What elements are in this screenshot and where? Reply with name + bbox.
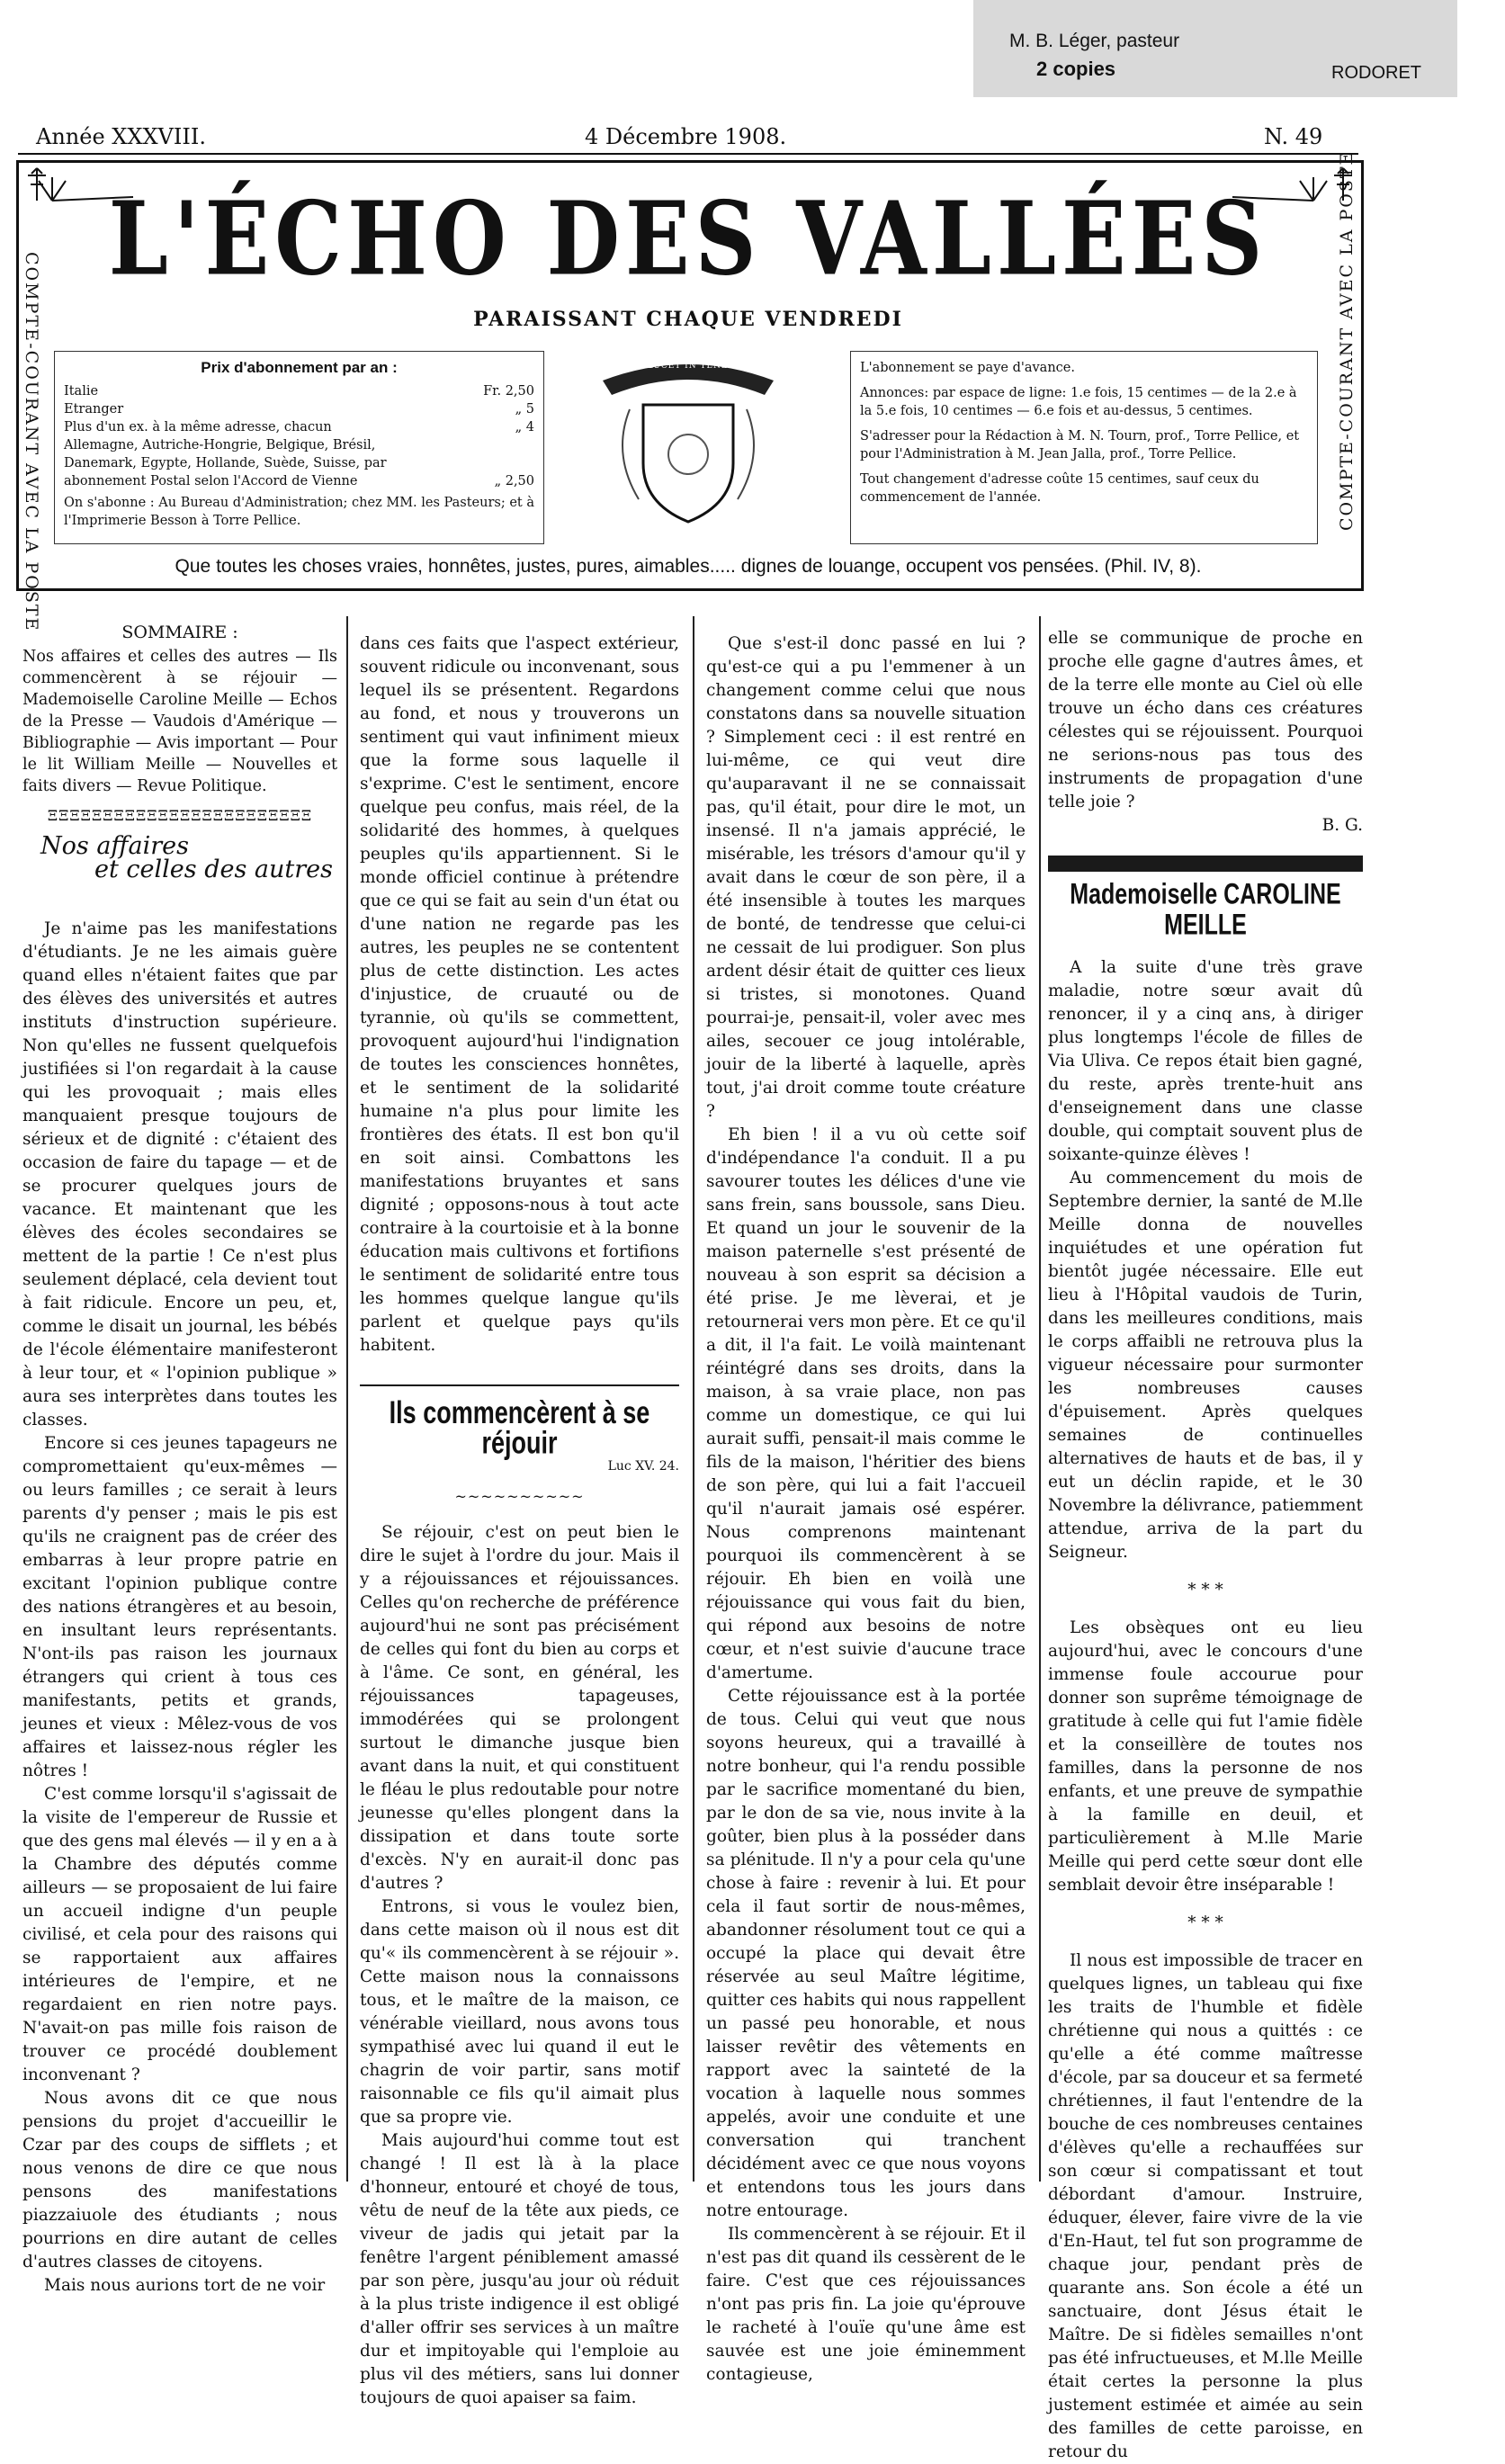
stamp-place: RODORET (1331, 63, 1421, 83)
subscription-prices (54, 351, 544, 544)
price-row (64, 400, 534, 418)
subscription-note: On s'abonne : Au Bureau d'Administration; chez MM. les Pasteurs; et à l'Imprimerie Besson à Torre Pellice. (64, 496, 534, 528)
side-text-right: COMPTE-COURANT AVEC LA POSTE (1337, 150, 1357, 531)
column-rule (693, 616, 694, 2182)
stamp-copies: 2 copies (1036, 58, 1116, 80)
article-paragraph: elle se communique de proche en proche elle gagne d'autres âmes, et de la terre elle monte au Ciel où elle trouve un écho dans ces créatures célestes qui se réjouissent. Pourquoi ne serions-nous pas tous des instruments de propagation d'une telle joie ? (1048, 629, 1363, 811)
article-paragraph: Se réjouir, c'est on peut bien le dire le sujet à l'ordre du jour. Mais il y a réjouissances et réjouissances. Celles qu'on recherche de préférence aujourd'hui ne sont pas précisément de celles qui font du bien au corps et à l'âme. Ce sont, en général, les réjouissances tapageuses, immodérées qui se prolongent surtout le dimanche jusque bien avant dans la nuit, et qui constituent le fléau le plus redoutable pour notre jeunesse qu'elles plongent dans la dissipation et dans toute sorte d'excès. N'y en aurait-il donc pas d'autres ? (360, 1523, 679, 1893)
article-paragraph: Entrons, si vous le voulez bien, dans cette maison où il nous est dit qu'« ils commencèrent à se réjouir ». Cette maison nous la connaissons tous, et le maître de la maison, ce vénérable vieillard, nous avons tous sympathisé avec lui quand il eut le chagrin de voir partir, sans motif raisonnable ce fils qu'il aimait plus que sa propre vie. (360, 1897, 679, 2127)
summary-text: Nos affaires et celles des autres — Ils commencèrent à se réjouir — Mademoiselle Caroline Meille — Echos de la Presse — Vaudois d'Amérique — Bibliographie — Avis important — Pour le lit William Meille — Nouvelles et faits divers — Revue Politique. (22, 648, 337, 795)
decorative-swash: ~~~~~~~~~~ (454, 1488, 585, 1505)
column-rule (1039, 616, 1041, 2182)
ads-rates: Annonces: par espace de ligne: 1.e fois, 15 centimes — de la 2.e à la 5.e fois, 10 centimes — 6.e fois et au-dessus, 5 centimes. (860, 386, 1297, 418)
price-row (64, 418, 534, 436)
column-rule (346, 616, 348, 2182)
price-value: Fr. 2,50 (483, 384, 534, 399)
article-paragraph: Il nous est impossible de tracer en quelques lignes, un tableau qui fixe les traits de l'humble et fidèle chrétienne qui nous a quittés : ce qu'elle a été comme maîtresse d'école, par sa douceur et sa fermeté chrétiennes, il faut l'entendre de la bouche de ces nombreuses centaines d'élèves qu'elle a rechauffées sur son cœur si compatissant et tout débordant d'amour. Instruire, éduquer, élever, faire vivre de la vie d'En-Haut, tel fut son programme de chaque jour, pendant près de quarante ans. Son école a été un sanctuaire, dont Jésus était le Maître. De si fidèles semailles n'ont pas été infructueuses, et M.lle Meille était certes la personne la plus justement estimée et aimée au sein des familles de cette paroisse, en retour du (1048, 1951, 1363, 2461)
price-label: Etranger (64, 402, 124, 417)
price-label: Allemagne, Autriche-Hongrie, Belgique, Brésil, Danemark, Egypte, Hollande, Suède, Suisse, par abonnement Postal selon l'Accord de Vienne (64, 438, 387, 488)
article-paragraph: Mais aujourd'hui comme tout est changé ! Il est là à la place d'honneur, entouré et choyé de tous, vêtu de neuf de la tête aux pieds, ce viveur de jadis qui jetait par la fenêtre l'argent péniblement amassé par son père, jusqu'au jour où réduit à la plus triste indigence il est obligé d'aller offrir ses services à un maître dur et impitoyable qui l'emploie au plus vil des métiers, sans lui donner toujours de quoi apaiser sa faim. (360, 2131, 679, 2407)
price-label: Italie (64, 384, 99, 399)
asterism: * * * (1187, 1913, 1223, 1932)
side-text-left: COMPTE-COURANT AVEC LA POSTE (22, 252, 41, 632)
article-paragraph: Ils commencèrent à se réjouir. Et il n'est pas dit quand ils cessèrent de le faire. C'est que ces réjouissances n'ont pas pris fin. La joie qu'éprouve le racheté à l'ouïe qu'une âme est sauvée est une joie éminemment contagieuse, (706, 2225, 1026, 2384)
newspaper-subtitle: PARAISSANT CHAQUE VENDREDI (473, 308, 903, 331)
article-title-1b: et celles des autres (94, 856, 333, 883)
article-paragraph: Que s'est-il donc passé en lui ? qu'est-ce qui a pu l'emmener à un changement comme celui que nous constatons dans sa nouvelle situation ? Simplement ceci : il est rentré en lui-même, ce qui veut dire qu'auparavant il ne se connaissait pas, qu'il était, pour dire le mot, un insensé. Il n'a jamais apprécié, le misérable, les trésors d'amour qu'il y avait dans le cœur de son père, il a été insensible à toutes les marques de bonté, de tendresse que celui-ci ne cessait de lui prodiguer. Son plus ardent désir était de quitter ces lieux si tristes, si monotones. Quand pourrai-je, pensait-il, voler avec mes ailes, secouer ce joug intolérable, jouir de la liberté à laquelle, après tout, j'ai droit comme toute créature ? (706, 634, 1026, 1121)
article-paragraph: A la suite d'une très grave maladie, notre sœur avait dû renoncer, il y a cinq ans, à diriger plus longtemps l'école de filles de Via Uliva. Ce repos était bien gagné, du reste, après trente-huit ans d'enseignement dans une classe double, qui comptait souvent plus de soixante-quinze élèves ! (1048, 958, 1363, 1164)
article-paragraph: Au commencement du mois de Septembre dernier, la santé de M.lle Meille donna de nouvelles inquiétudes et une opération fut bientôt jugée nécessaire. Elle eut lieu à l'Hôpital vaudois de Turin, dans les meilleures conditions, mais le corps affaibli ne retrouva plus la vigueur nécessaire pour surmonter les nombreuses causes d'épuisement. Après quelques semaines de continuelles alternatives de hauts et de bas, il y eut un déclin rapide, et le 30 Novembre la délivrance, patiemment attendue, arriva de la part du Seigneur. (1048, 1169, 1363, 1562)
column-4 (1048, 627, 1363, 2461)
signature: B. G. (1321, 816, 1363, 835)
article-paragraph: Je n'aime pas les manifestations d'étudiants. Je ne les aimais guère quand elles n'étaient faites que par des élèves des universités et autres instituts d'instruction supérieure. Non qu'elles ne fussent quelquefois justifiées si l'on regardait à la cause qui les provoquait ; mais elles manquaient presque toujours de sérieux et de dignité : c'étaient des occasion de faire du tapage — et de se procurer quelques jours de vacance. Et maintenant que les élèves des écoles secondaires se mettent de la partie ! Ce n'est plus seulement déplacé, cela devient tout à fait ridicule. Encore un peu, et, comme le disait un journal, les bébés de l'école élémentaire manifesteront à leur tour, et « l'opinion publique » aura ses interprètes dans toutes les classes. (22, 919, 337, 1429)
decorative-divider: ΞΞΞΞΞΞΞΞΞΞΞΞΞΞΞΞΞΞΞΞΞΞΞΞ (47, 807, 313, 824)
advance-payment: L'abonnement se paye d'avance. (860, 361, 1075, 375)
article-title-1a: Nos affaires (40, 832, 190, 860)
price-row (64, 382, 534, 400)
motto: Que toutes les choses vraies, honnêtes, justes, pures, aimables..... dignes de louange, occupent vos pensées. (Phil. IV, 8). (175, 556, 1202, 577)
article-paragraph: Nous avons dit ce que nous pensions du projet d'accueillir le Czar par des coups de sifflets ; et nous venons de dire ce que nous pensons des manifestations piazzaiuole des étudiants ; nous pourrions en dire autant de celles d'autres classes de citoyens. (22, 2089, 337, 2271)
contact-info: S'adresser pour la Rédaction à M. N. Tourn, prof., Torre Pellice, et pour l'Administration à M. Jean Jalla, prof., Torre Pellice. (860, 429, 1300, 461)
newspaper-title: L'ÉCHO DES VALLÉES (108, 180, 1268, 299)
article-paragraph: Les obsèques ont eu lieu aujourd'hui, avec le concours d'une immense foule accourue pour donner son suprême témoignage de gratitude à celle qui fut l'amie fidèle et la conseillère de toutes nos familles, dans la personne de nos enfants, et une preuve de sympathie à la famille en deuil, et particulièrement à M.lle Marie Meille qui perd cette sœur dont elle semblait devoir être inséparable ! (1048, 1618, 1363, 1895)
asterism: * * * (1187, 1581, 1223, 1599)
price-row (64, 436, 534, 490)
column-1 (22, 621, 337, 2295)
article-paragraph: Encore si ces jeunes tapageurs ne compromettaient qu'eux-mêmes — ou leurs familles ; ce serait à leurs parents d'y penser ; mais le pis est qu'ils ne craignent pas de créer des embarras à leur propre patrie en excitant l'opinion publique contre des nations étrangères et au besoin, en insultant leurs représentants. N'ont-ils pas raison les journaux étrangers qui crient à tous ces manifestants, petits et grands, jeunes et vieux : Mêlez-vous de vos affaires et laissez-nous régler les nôtres ! (22, 1434, 337, 1780)
issue-year: Année XXXVIII. (36, 124, 206, 149)
price-value: „ 5 (515, 402, 534, 417)
price-value: „ 4 (515, 420, 534, 435)
article-paragraph: dans ces faits que l'aspect extérieur, souvent ridicule ou inconvenant, sous lequel ils se présentent. Regardons au fond, et nous y trouverons un sentiment qui vaut infiniment mieux que la forme sous laquelle il s'exprime. C'est le sentiment, encore quelque peu confus, mais réel, de la solidarité des hommes, à quelques peuples qu'ils appartiennent. Si le monde officiel continue à prétendre que ce qui se fait au sein d'un état ou d'une nation ne regarde pas les autres, les peuples ne se contentent plus de cette distinction. Les actes d'injustice, de cruauté ou de tyrannie, où qu'ils se commettent, provoquent aujourd'hui l'indignation de toutes les consciences honnêtes, et le sentiment de la solidarité humaine n'a plus pour limite les frontières des états. Il est bon qu'il en soit ainsi. Combattons les manifestations bruyantes et sans dignité ; opposons-nous à tout acte contraire à la courtoisie et à la bonne éducation mais cultivons et fortifions le sentiment de solidarité entre tous les hommes quelque langue qu'ils parlent et quelque pays qu'ils habitent. (360, 634, 679, 1355)
top-rule (18, 153, 1358, 155)
coat-of-arms-emblem (594, 355, 783, 539)
article-paragraph: C'est comme lorsqu'il s'agissait de la visite de l'empereur de Russie et que des gens mal élevés — il y en a à la Chambre des députés comme ailleurs — se proposaient de lui faire un accueil indigne d'un peuple civilisé, et cela pour des raisons qui se rapportaient aux affaires intérieures de l'empire, et ne regardaient en rien notre pays. N'avait-on pas mille fois raison de trouver ce procédé doublement inconvenant ? (22, 1785, 337, 2084)
emblem-motto: LUX LUCET IN TENEBRIS (623, 362, 753, 371)
section-rule (360, 1384, 679, 1386)
scripture-reference: Luc XV. 24. (607, 1459, 679, 1474)
article-paragraph: Eh bien ! il a vu où cette soif d'indépendance l'a conduit. Il a pu savourer toutes les délices d'une vie sans frein, sans boussole, sans Dieu. Et quand un jour le souvenir de la maison paternelle s'est présenté de nouveau à son esprit sa décision a été prise. Je me lèverai, et je retournerai vers mon père. Et ce qu'il a dit, il l'a fait. Le voilà maintenant réintégré dans ses droits, dans la maison, à sa vraie place, non pas comme un domestique, ce qui lui aurait suffi, pensait-il mais comme le fils de la maison, l'héritier des biens de son père, qui lui a fait l'accueil qu'il n'aurait jamais osé espérer. Nous comprenons maintenant pourquoi ils commencèrent à se réjouir. Eh bien en voilà une réjouissance qui vous fait du bien, qui répond aux besoins de notre cœur, et n'est suivie d'aucune trace d'amertume. (706, 1125, 1026, 1682)
address-change-note: Tout changement d'adresse coûte 15 centimes, sauf ceux du commencement de l'année. (860, 472, 1259, 505)
price-label: Plus d'un ex. à la même adresse, chacun (64, 420, 332, 435)
article-title-4: Mademoiselle CAROLINE MEILLE (1070, 877, 1341, 942)
column-2 (360, 632, 679, 2407)
article-paragraph: Cette réjouissance est à la portée de tous. Celui qui veut que nous soyons heureux, qui a travaillé à notre bonheur, qui l'a rendu possible par le sacrifice momentané du bien, par le don de sa vie, nous invite à la goûter, bien plus à la posséder dans sa plénitude. Il n'y a pour cela qu'une chose à faire : revenir à lui. Et pour cela il faut sortir de nous-mêmes, abandonner résolument tout ce qui a occupé la place qui devait être réservée au seul Maître légitime, quitter ces habits qui nous rappellent un passé peu honorable, et nous laisser revêtir des vêtements en rapport avec la sainteté de la vocation à laquelle nous sommes appelés, avoir une conduite et une conversation qui tranchent décidément avec ce que nous voyons et entendons tous les jours dans notre entourage. (706, 1687, 1026, 2220)
issue-number: N. 49 (1264, 124, 1323, 149)
article-title-2: Ils commencèrent à se réjouir (389, 1394, 650, 1461)
black-bar-divider (1048, 856, 1363, 872)
summary-title: SOMMAIRE : (121, 623, 238, 642)
prices-heading: Prix d'abonnement par an : (201, 359, 398, 376)
issue-date: 4 Décembre 1908. (585, 124, 787, 149)
stamp-recipient: M. B. Léger, pasteur (1009, 31, 1180, 51)
column-3 (706, 632, 1026, 2384)
article-paragraph: Mais nous aurions tort de ne voir (44, 2276, 326, 2295)
address-stamp (973, 0, 1457, 97)
price-value: „ 2,50 (494, 474, 534, 488)
publication-info (850, 351, 1318, 544)
